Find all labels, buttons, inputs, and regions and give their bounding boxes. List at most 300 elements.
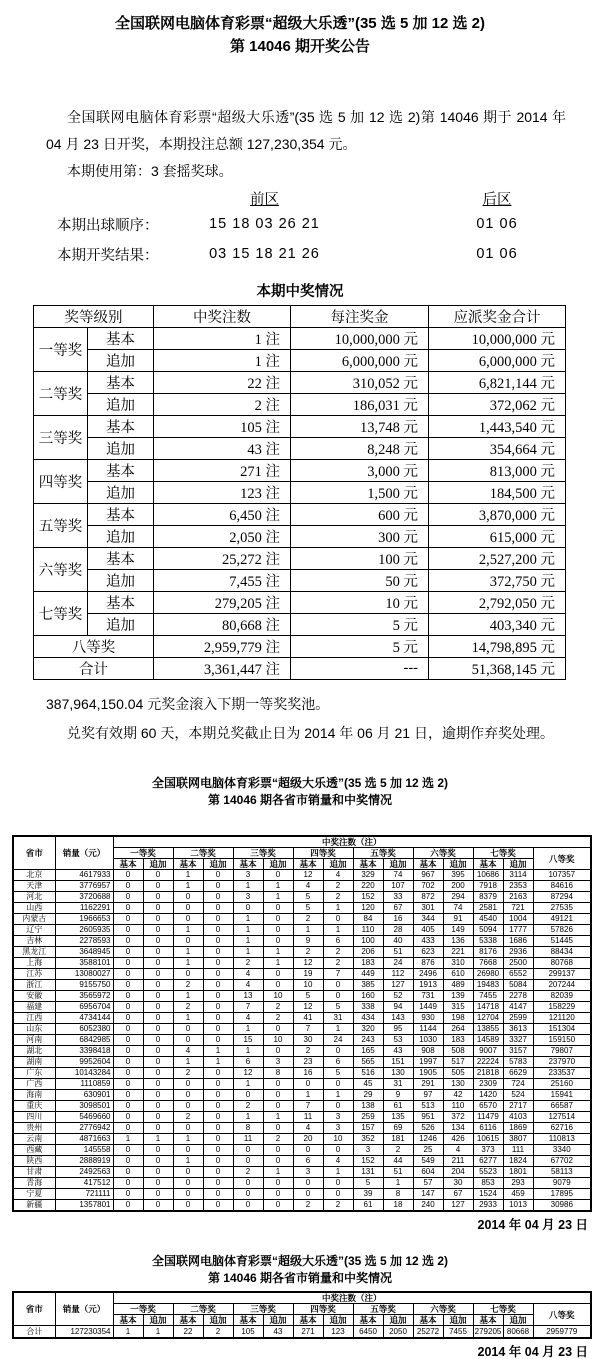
prize-value-cell: 184,500 元 <box>429 482 566 504</box>
count-cell: 10 <box>323 1134 353 1145</box>
prize-value-cell: 2 注 <box>154 394 291 416</box>
count-cell: 344 <box>413 914 443 925</box>
count-cell: 15941 <box>533 1090 591 1101</box>
count-cell: 908 <box>413 1046 443 1057</box>
count-cell: 2 <box>293 914 323 925</box>
count-cell: 0 <box>203 1079 233 1090</box>
count-cell: 4 <box>233 969 263 980</box>
count-cell: 3807 <box>503 1134 533 1145</box>
subtype-header: 基本 <box>413 1315 443 1326</box>
count-cell: 1 <box>263 947 293 958</box>
prize-value-cell: 5 元 <box>291 636 429 658</box>
province-name-cell: 湖北 <box>13 1046 55 1057</box>
prize-table <box>33 305 566 680</box>
count-cell: 0 <box>143 925 173 936</box>
count-cell: 0 <box>203 1101 233 1112</box>
sales-col-header: 销量（元） <box>55 836 113 870</box>
count-cell: 2 <box>293 1200 323 1212</box>
prize-table-row <box>34 482 566 504</box>
count-cell: 4147 <box>503 1002 533 1013</box>
prize-value-cell: 2,050 注 <box>154 526 291 548</box>
count-cell: 25160 <box>533 1079 591 1090</box>
prize-level-cell: 六等奖 <box>34 548 88 592</box>
count-cell: 967 <box>413 870 443 881</box>
count-cell: 2 <box>173 980 203 991</box>
count-cell: 1 <box>233 925 263 936</box>
count-cell: 0 <box>143 881 173 892</box>
province-name-cell: 四川 <box>13 1112 55 1123</box>
prize-value-cell: 7,455 注 <box>154 570 291 592</box>
sales-cell: 3565972 <box>55 991 113 1002</box>
count-cell: 84616 <box>533 881 591 892</box>
prize-value-cell: 403,340 元 <box>429 614 566 636</box>
count-cell: 22224 <box>473 1057 503 1068</box>
count-cell: 49121 <box>533 914 591 925</box>
count-cell: 372 <box>443 1112 473 1123</box>
count-cell: 951 <box>413 1112 443 1123</box>
subtype-header: 基本 <box>353 859 383 870</box>
count-cell: 5523 <box>473 1167 503 1178</box>
prize-value-cell: 310,052 元 <box>291 372 429 394</box>
count-cell: 12 <box>293 870 323 881</box>
count-cell: 0 <box>143 1079 173 1090</box>
count-cell: 20 <box>293 1134 323 1145</box>
count-cell: 0 <box>113 969 143 980</box>
count-cell: 1 <box>203 1046 233 1057</box>
count-cell: 259 <box>353 1112 383 1123</box>
count-cell: 1 <box>323 1167 353 1178</box>
prize-tier-header: 二等奖 <box>173 1304 233 1315</box>
count-cell: 0 <box>113 1200 143 1212</box>
count-cell: 2 <box>263 1013 293 1024</box>
count-cell: 95 <box>383 1024 413 1035</box>
count-cell: 0 <box>263 903 293 914</box>
count-cell: 0 <box>173 1178 203 1189</box>
subtype-header: 基本 <box>473 859 503 870</box>
count-cell: 2 <box>263 1002 293 1013</box>
count-cell: 623 <box>413 947 443 958</box>
count-cell: 876 <box>413 958 443 969</box>
count-cell: 1 <box>173 991 203 1002</box>
prize-value-cell: 25,272 注 <box>154 548 291 570</box>
draw-order-front-numbers: 15 18 03 26 21 <box>209 216 320 232</box>
prize-value-cell: 80,668 注 <box>154 614 291 636</box>
prize-value-cell: 5 元 <box>291 614 429 636</box>
count-cell: 3613 <box>503 1024 533 1035</box>
draw-result-label: 本期开奖结果： <box>57 247 159 264</box>
count-cell: 0 <box>113 1046 143 1057</box>
count-cell: 74 <box>383 870 413 881</box>
prize-value-cell: 10,000,000 元 <box>291 328 429 350</box>
count-cell: 1004 <box>503 914 533 925</box>
subtype-header: 基本 <box>233 1315 263 1326</box>
count-cell: 107357 <box>533 870 591 881</box>
count-cell: 395 <box>443 870 473 881</box>
sales-cell: 10143284 <box>55 1068 113 1079</box>
prize-tier-header: 七等奖 <box>473 848 533 859</box>
count-cell: 127514 <box>533 1112 591 1123</box>
prize-value-cell: 279,205 注 <box>154 592 291 614</box>
count-cell: 204 <box>443 1167 473 1178</box>
sales-cell: 2776942 <box>55 1123 113 1134</box>
province-table-date: 2014 年 04 月 23 日 <box>477 1218 588 1232</box>
count-cell: 7 <box>233 1002 263 1013</box>
prize-value-cell: 10 元 <box>291 592 429 614</box>
sales-cell: 4734144 <box>55 1013 113 1024</box>
count-cell: 57 <box>413 1178 443 1189</box>
table-row <box>13 1326 591 1339</box>
balls-note: 本期使用第：3 套摇奖球。 <box>67 163 233 179</box>
prize-tier-header: 五等奖 <box>353 848 413 859</box>
count-cell: 301 <box>413 903 443 914</box>
count-cell: 123 <box>323 1326 353 1339</box>
count-cell: 0 <box>143 1013 173 1024</box>
prize-value-cell: 372,750 元 <box>429 570 566 592</box>
count-cell: 329 <box>353 870 383 881</box>
count-cell: 1 <box>323 925 353 936</box>
count-cell: 0 <box>233 1090 263 1101</box>
count-cell: 159150 <box>533 1035 591 1046</box>
prize-table-row <box>34 372 566 394</box>
count-cell: 2500 <box>503 958 533 969</box>
prize-tier-header: 七等奖 <box>473 1304 533 1315</box>
count-cell: 0 <box>203 1035 233 1046</box>
sales-cell: 127230354 <box>55 1326 113 1339</box>
prize-value-cell: 8,248 元 <box>291 438 429 460</box>
count-cell: 0 <box>263 1178 293 1189</box>
count-cell: 0 <box>263 1079 293 1090</box>
subtype-header: 基本 <box>113 1315 143 1326</box>
prize-tier-header: 六等奖 <box>413 1304 473 1315</box>
province-name-cell: 江苏 <box>13 969 55 980</box>
count-cell: 2599 <box>503 1013 533 1024</box>
table-row <box>13 1024 591 1035</box>
province-name-cell: 重庆 <box>13 1101 55 1112</box>
province-name-cell: 辽宁 <box>13 925 55 936</box>
province-table <box>12 835 592 1212</box>
count-cell: 315 <box>443 1002 473 1013</box>
page-title-line1: 全国联网电脑体育彩票“超级大乐透”(35 选 5 加 12 选 2) <box>114 15 486 32</box>
subtype-header: 基本 <box>293 1315 323 1326</box>
count-cell: 3 <box>323 1123 353 1134</box>
count-cell: 45 <box>353 1079 383 1090</box>
sales-cell: 9155750 <box>55 980 113 991</box>
count-cell: 310 <box>443 958 473 969</box>
count-cell: 0 <box>293 1079 323 1090</box>
count-cell: 84 <box>353 914 383 925</box>
count-cell: 220 <box>353 881 383 892</box>
count-cell: 0 <box>263 1101 293 1112</box>
count-cell: 434 <box>353 1013 383 1024</box>
count-cell: 0 <box>233 1156 263 1167</box>
sales-cell: 5469660 <box>55 1112 113 1123</box>
draw-order-back-numbers: 01 06 <box>476 216 518 232</box>
table-row <box>13 1189 591 1200</box>
count-cell: 127 <box>443 1200 473 1212</box>
prize-subtype-cell: 追加 <box>88 394 154 416</box>
count-cell: 1 <box>383 1178 413 1189</box>
count-cell: 206 <box>353 947 383 958</box>
count-cell: 0 <box>143 1112 173 1123</box>
province-name-cell: 湖南 <box>13 1057 55 1068</box>
count-cell: 0 <box>173 892 203 903</box>
prize-subtype-cell: 基本 <box>88 548 154 570</box>
prize-level-cell: 八等奖 <box>34 636 154 658</box>
sales-cell: 417512 <box>55 1178 113 1189</box>
winning-counts-span-header: 中奖注数（注） <box>113 836 591 848</box>
count-cell: 0 <box>263 1145 293 1156</box>
count-cell: 1 <box>173 947 203 958</box>
prize-value-cell: 3,870,000 元 <box>429 504 566 526</box>
count-cell: 4 <box>323 1156 353 1167</box>
count-cell: 79807 <box>533 1046 591 1057</box>
count-cell: 43 <box>263 1326 293 1339</box>
count-cell: 13855 <box>473 1024 503 1035</box>
count-cell: 233537 <box>533 1068 591 1079</box>
count-cell: 0 <box>323 1145 353 1156</box>
count-cell: 2 <box>323 892 353 903</box>
table-row <box>13 1112 591 1123</box>
count-cell: 13 <box>233 991 263 1002</box>
count-cell: 338 <box>353 1002 383 1013</box>
table-row <box>13 1200 591 1212</box>
count-cell: 0 <box>323 914 353 925</box>
count-cell: 0 <box>233 1178 263 1189</box>
prize-level-cell: 五等奖 <box>34 504 88 548</box>
count-cell: 61 <box>383 1101 413 1112</box>
count-cell: 1 <box>233 947 263 958</box>
count-cell: 52 <box>383 991 413 1002</box>
count-cell: 2 <box>323 958 353 969</box>
prize-header-level: 奖等级别 <box>34 306 154 328</box>
count-cell: 7455 <box>443 1326 473 1339</box>
count-cell: 3 <box>233 870 263 881</box>
count-cell: 120 <box>353 903 383 914</box>
count-cell: 0 <box>203 1068 233 1079</box>
prize-subtype-cell: 追加 <box>88 482 154 504</box>
count-cell: 0 <box>143 870 173 881</box>
count-cell: 0 <box>143 892 173 903</box>
count-cell: 67702 <box>533 1156 591 1167</box>
count-cell: 0 <box>263 1090 293 1101</box>
subtype-header: 追加 <box>443 859 473 870</box>
draw-result-section <box>0 187 600 269</box>
count-cell: 6 <box>323 936 353 947</box>
table-row <box>13 991 591 1002</box>
prize-subtype-cell: 追加 <box>88 570 154 592</box>
count-cell: 97 <box>413 1090 443 1101</box>
count-cell: 5094 <box>473 925 503 936</box>
summary-section-title-line2: 第 14046 期各省市销量和中奖情况 <box>207 1271 393 1285</box>
count-cell: 0 <box>203 925 233 936</box>
count-cell: 0 <box>263 1123 293 1134</box>
province-name-cell: 陕西 <box>13 1156 55 1167</box>
count-cell: 152 <box>353 892 383 903</box>
prize-subtype-cell: 追加 <box>88 614 154 636</box>
count-cell: 2717 <box>503 1101 533 1112</box>
count-cell: 53 <box>383 1035 413 1046</box>
count-cell: 240 <box>413 1200 443 1212</box>
count-cell: 24 <box>383 958 413 969</box>
count-cell: 6116 <box>473 1123 503 1134</box>
count-cell: 1030 <box>413 1035 443 1046</box>
count-cell: 0 <box>263 1156 293 1167</box>
prize-value-cell: 3,361,447 注 <box>154 658 291 680</box>
subtype-header: 追加 <box>203 1315 233 1326</box>
count-cell: 0 <box>113 1090 143 1101</box>
count-cell: 0 <box>323 1101 353 1112</box>
count-cell: 0 <box>143 1123 173 1134</box>
subtype-header: 基本 <box>233 859 263 870</box>
count-cell: 2 <box>383 1145 413 1156</box>
count-cell: 16 <box>383 914 413 925</box>
count-cell: 0 <box>203 1189 233 1200</box>
prize-value-cell: 6,000,000 元 <box>429 350 566 372</box>
prize-value-cell: 13,748 元 <box>291 416 429 438</box>
count-cell: 0 <box>143 958 173 969</box>
count-cell: 134 <box>443 1123 473 1134</box>
count-cell: 12 <box>293 1002 323 1013</box>
count-cell: 14589 <box>473 1035 503 1046</box>
table-row <box>13 881 591 892</box>
count-cell: 0 <box>173 1035 203 1046</box>
count-cell: 138 <box>353 1101 383 1112</box>
count-cell: 160 <box>353 991 383 1002</box>
count-cell: 0 <box>173 1145 203 1156</box>
count-cell: 702 <box>413 881 443 892</box>
province-name-cell: 安徽 <box>13 991 55 1002</box>
count-cell: 3 <box>293 1167 323 1178</box>
count-cell: 198 <box>443 1013 473 1024</box>
table-row <box>13 1156 591 1167</box>
prize-value-cell: 6,450 注 <box>154 504 291 526</box>
count-cell: 0 <box>143 1167 173 1178</box>
prize-level-cell: 二等奖 <box>34 372 88 416</box>
count-cell: 221 <box>443 947 473 958</box>
count-cell: 0 <box>233 1145 263 1156</box>
count-cell: 151 <box>383 1057 413 1068</box>
subtype-header: 追加 <box>383 1315 413 1326</box>
prize-table-row <box>34 526 566 548</box>
count-cell: 157 <box>353 1123 383 1134</box>
prize-value-cell: 354,664 元 <box>429 438 566 460</box>
count-cell: 1 <box>173 925 203 936</box>
table-row <box>13 903 591 914</box>
table-row <box>13 936 591 947</box>
province-name-cell: 宁夏 <box>13 1189 55 1200</box>
count-cell: 526 <box>413 1123 443 1134</box>
count-cell: 149 <box>443 925 473 936</box>
count-cell: 22 <box>173 1326 203 1339</box>
count-cell: 6552 <box>503 969 533 980</box>
count-cell: 352 <box>353 1134 383 1145</box>
count-cell: 200 <box>443 881 473 892</box>
prize-value-cell: 813,000 元 <box>429 460 566 482</box>
count-cell: 10 <box>263 1035 293 1046</box>
prize-subtype-cell: 基本 <box>88 592 154 614</box>
table-row <box>13 892 591 903</box>
eighth-prize-header: 八等奖 <box>533 1304 591 1326</box>
count-cell: 0 <box>113 1156 143 1167</box>
count-cell: 4540 <box>473 914 503 925</box>
count-cell: 10615 <box>473 1134 503 1145</box>
count-cell: 121120 <box>533 1013 591 1024</box>
count-cell: 4 <box>233 980 263 991</box>
prize-subtype-cell: 基本 <box>88 416 154 438</box>
count-cell: 0 <box>113 1123 143 1134</box>
count-cell: 610 <box>443 969 473 980</box>
count-cell: 30 <box>443 1178 473 1189</box>
count-cell: 405 <box>413 925 443 936</box>
count-cell: 2353 <box>503 881 533 892</box>
count-cell: 0 <box>143 1090 173 1101</box>
count-cell: 0 <box>203 1156 233 1167</box>
prize-value-cell: 1 注 <box>154 350 291 372</box>
prize-level-cell: 四等奖 <box>34 460 88 504</box>
prize-value-cell: 186,031 元 <box>291 394 429 416</box>
count-cell: 1 <box>233 936 263 947</box>
count-cell: 565 <box>353 1057 383 1068</box>
count-cell: 0 <box>263 969 293 980</box>
sales-cell: 3720688 <box>55 892 113 903</box>
province-section-title-line1: 全国联网电脑体育彩票“超级大乐透”(35 选 5 加 12 选 2) <box>151 776 449 790</box>
province-header-row <box>13 836 591 848</box>
prize-value-cell: 43 注 <box>154 438 291 460</box>
sales-cell: 145558 <box>55 1145 113 1156</box>
count-cell: 426 <box>443 1134 473 1145</box>
count-cell: 7 <box>323 969 353 980</box>
count-cell: 0 <box>143 1178 173 1189</box>
count-cell: 293 <box>503 1178 533 1189</box>
count-cell: 69 <box>383 1123 413 1134</box>
count-cell: 8 <box>233 1123 263 1134</box>
count-cell: 2 <box>173 1112 203 1123</box>
count-cell: 0 <box>113 870 143 881</box>
count-cell: 1 <box>263 1112 293 1123</box>
province-name-cell: 新疆 <box>13 1200 55 1212</box>
count-cell: 1246 <box>413 1134 443 1145</box>
count-cell: 5783 <box>503 1057 533 1068</box>
count-cell: 0 <box>173 1200 203 1212</box>
count-cell: 0 <box>233 1189 263 1200</box>
count-cell: 1869 <box>503 1123 533 1134</box>
count-cell: 107 <box>383 881 413 892</box>
count-cell: 3327 <box>503 1035 533 1046</box>
count-cell: 87294 <box>533 892 591 903</box>
subtype-header: 基本 <box>413 859 443 870</box>
count-cell: 1420 <box>473 1090 503 1101</box>
page-title-line2: 第 14046 期开奖公告 <box>229 38 371 55</box>
count-cell: 294 <box>443 892 473 903</box>
count-cell: 0 <box>203 991 233 1002</box>
province-name-cell: 河南 <box>13 1035 55 1046</box>
count-cell: 151304 <box>533 1024 591 1035</box>
summary-table <box>12 1291 592 1339</box>
count-cell: 82039 <box>533 991 591 1002</box>
prize-value-cell: 1 注 <box>154 328 291 350</box>
count-cell: 0 <box>203 1145 233 1156</box>
count-cell: 0 <box>113 881 143 892</box>
count-cell: 1 <box>143 1326 173 1339</box>
count-cell: 0 <box>203 1123 233 1134</box>
count-cell: 61 <box>353 1200 383 1212</box>
province-name-cell: 青海 <box>13 1178 55 1189</box>
count-cell: 0 <box>203 1200 233 1212</box>
province-name-cell: 广东 <box>13 1068 55 1079</box>
count-cell: 6629 <box>503 1068 533 1079</box>
count-cell: 15 <box>233 1035 263 1046</box>
count-cell: 0 <box>203 947 233 958</box>
